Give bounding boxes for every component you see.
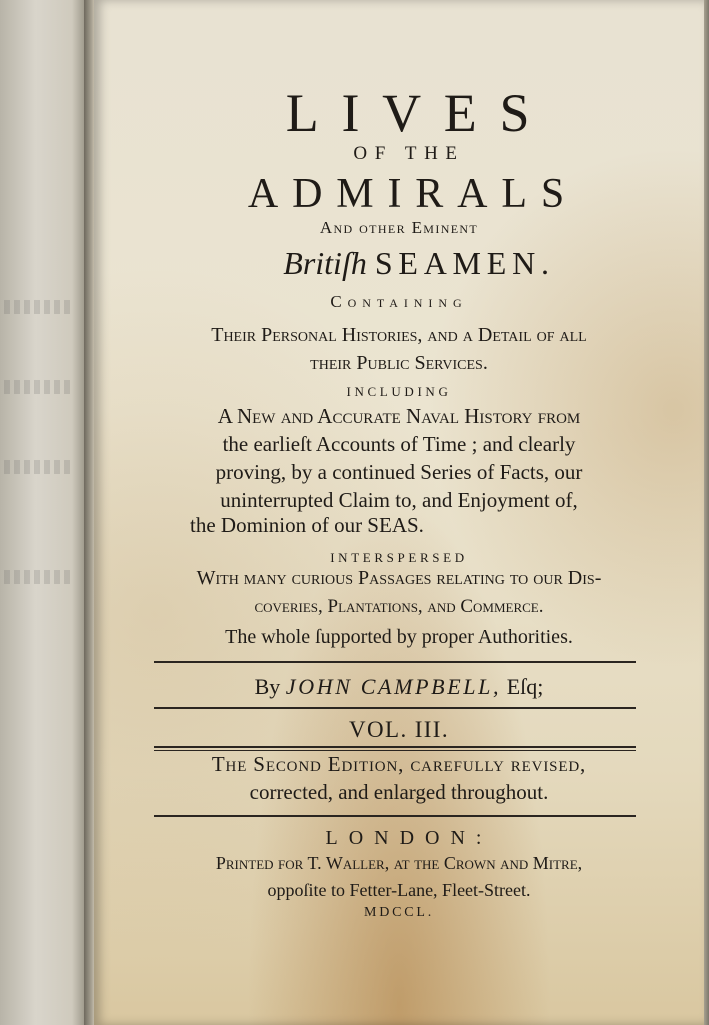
- text-dominion: the Dominion of our SEAS.: [190, 513, 424, 537]
- title-admirals: ADMIRALS: [247, 171, 579, 217]
- facing-page-bleed: [4, 300, 74, 314]
- including: INCLUDING: [346, 384, 452, 399]
- text-coveries: coveries, Plantations, and Commerce.: [254, 596, 544, 617]
- text-whole-supported: The whole ſupported by proper Authorities.: [225, 626, 573, 648]
- text-proving: proving, by a continued Series of Facts, our: [215, 460, 583, 484]
- title-page: [94, 0, 704, 1025]
- facing-page-bleed: [4, 460, 74, 474]
- containing: Containing: [330, 292, 468, 311]
- text-uninterrupted: uninterrupted Claim to, and Enjoyment of,: [220, 488, 578, 512]
- title-british: Britiſh: [283, 245, 367, 281]
- facing-page-bleed: [4, 380, 74, 394]
- rule-double-divider: [154, 746, 636, 751]
- imprint-year: MDCCL.: [363, 905, 435, 920]
- rule-divider: [154, 707, 636, 709]
- author-line: [94, 674, 704, 700]
- title-lives: LIVES: [285, 83, 553, 143]
- text-corrected: corrected, and enlarged throughout.: [249, 780, 549, 804]
- facing-page-bleed: [4, 570, 74, 584]
- text-public-services: their Public Services.: [310, 352, 488, 374]
- imprint-address: oppoſite to Fetter-Lane, Fleet-Street.: [267, 880, 531, 900]
- title-seamen: SEAMEN.: [374, 245, 555, 281]
- imprint-city: LONDON:: [325, 827, 493, 849]
- interspersed: INTERSPERSED: [330, 550, 468, 565]
- text-second-edition: The Second Edition, carefully reviſed,: [211, 752, 587, 776]
- author-esq: Eſq;: [506, 674, 544, 699]
- text-naval-history: A New and Accurate Naval History from: [217, 404, 581, 428]
- text-curious-passages: With many curious Passages relating to our Dis-: [196, 567, 602, 589]
- facing-page: [0, 0, 90, 1025]
- author-name: JOHN CAMPBELL,: [285, 674, 502, 699]
- text-personal-histories: Their Perſonal Histories, and a Detail of all: [211, 324, 587, 346]
- imprint-printer: Printed for T. Waller, at the Crown and Mitre,: [215, 853, 583, 873]
- title-and-other: And other Eminent: [319, 218, 479, 237]
- volume-number: VOL. III.: [349, 717, 449, 742]
- text-earliest-accounts: the earlieſt Accounts of Time ; and clearly: [222, 432, 576, 456]
- title-of-the: OF THE: [353, 143, 465, 164]
- title-british-seamen: [94, 245, 709, 282]
- author-by: By: [254, 674, 281, 699]
- rule-divider: [154, 815, 636, 817]
- rule-divider: [154, 661, 636, 663]
